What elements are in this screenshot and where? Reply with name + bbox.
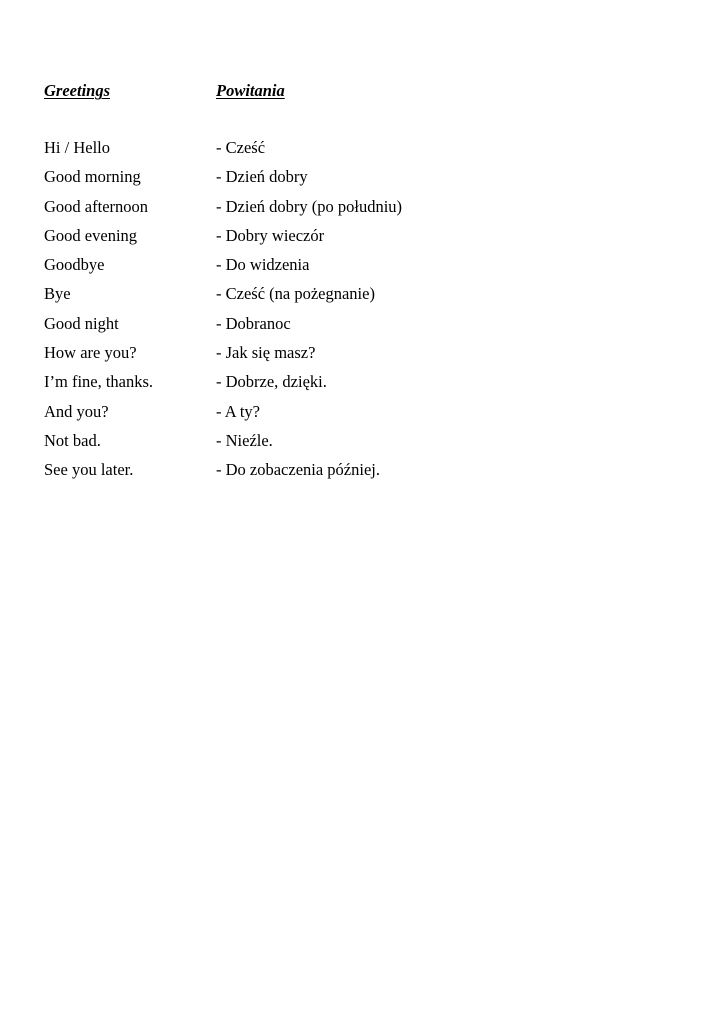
english-phrase: See you later. — [44, 460, 134, 480]
polish-translation: - Do widzenia — [216, 255, 310, 275]
polish-translation: - Jak się masz? — [216, 343, 316, 363]
vocab-row — [44, 283, 644, 312]
vocab-row — [44, 254, 644, 283]
english-phrase: I’m fine, thanks. — [44, 372, 154, 392]
vocab-row — [44, 371, 644, 400]
vocab-row — [44, 196, 644, 225]
english-phrase: Bye — [44, 284, 71, 304]
vocab-row — [44, 459, 644, 488]
english-phrase: And you? — [44, 401, 109, 421]
heading-row — [44, 80, 644, 102]
polish-translation: - Dobranoc — [216, 313, 291, 333]
english-phrase: Goodbye — [44, 255, 105, 275]
vocab-row — [44, 166, 644, 195]
heading-english: Greetings — [44, 81, 110, 100]
vocab-row — [44, 430, 644, 459]
english-phrase: Not bad. — [44, 430, 101, 450]
vocab-row — [44, 401, 644, 430]
polish-translation: - Dzień dobry — [216, 167, 308, 187]
english-phrase: Good evening — [44, 225, 138, 245]
english-phrase: Good night — [44, 313, 119, 333]
english-phrase: How are you? — [44, 343, 137, 363]
polish-translation: - A ty? — [216, 401, 260, 421]
vocab-row — [44, 137, 644, 166]
heading-polish: Powitania — [216, 81, 285, 100]
vocab-row — [44, 342, 644, 371]
english-phrase: Good afternoon — [44, 196, 149, 216]
polish-translation: - Cześć (na pożegnanie) — [216, 284, 375, 304]
polish-translation: - Do zobaczenia później. — [216, 460, 381, 480]
vocab-row — [44, 225, 644, 254]
vocab-row — [44, 313, 644, 342]
polish-translation: - Dobry wieczór — [216, 225, 325, 245]
polish-translation: - Dzień dobry (po południu) — [216, 196, 403, 216]
vocabulary-list — [44, 137, 644, 489]
polish-translation: - Nieźle. — [216, 430, 273, 450]
english-phrase: Good morning — [44, 167, 141, 187]
polish-translation: - Dobrze, dzięki. — [216, 372, 327, 392]
english-phrase: Hi / Hello — [44, 138, 110, 157]
polish-translation: - Cześć — [216, 138, 266, 157]
